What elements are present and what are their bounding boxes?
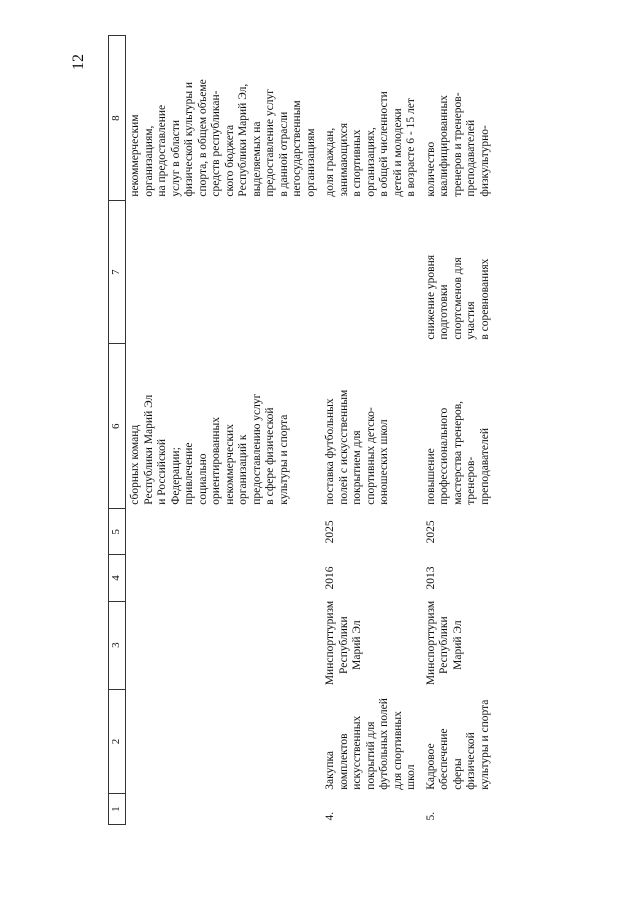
cell-line: в сфере физической [264, 407, 276, 505]
cell-line: искусственных [351, 715, 363, 790]
cell-line: покрытий для [364, 721, 377, 790]
cell-line: профессионального [438, 407, 450, 505]
cell-line: Марий Эл [451, 620, 464, 670]
measure-name-cell [422, 689, 496, 794]
cell-line: тренеров- [465, 456, 477, 505]
cell-line: преподавателей [465, 119, 477, 197]
column-header: 3 [109, 601, 126, 689]
cell-line: футбольных полей [378, 698, 390, 790]
cell-line: на предоставление [156, 104, 168, 197]
column-header: 5 [109, 509, 126, 555]
cell-line: сборных команд [129, 424, 141, 505]
page-number: 12 [70, 54, 87, 70]
cell-line: занимающихся [337, 122, 350, 197]
end-year-cell: 2025 [324, 520, 336, 544]
cell-line: ского бюджета [223, 124, 236, 197]
cell-line: организациям, [142, 125, 155, 197]
cell-line: в возрасте 6 - 15 лет [405, 98, 417, 197]
cell-line: мастерства тренеров, [451, 400, 464, 505]
cell-line: количество [424, 141, 437, 197]
cell-line: Республики Марий Эл, [237, 83, 249, 197]
column-number-header-row [109, 36, 126, 825]
column-header: 1 [109, 794, 126, 825]
cell-line: организаций к [237, 434, 249, 505]
start-year-cell: 2016 [324, 566, 336, 590]
continuation-result-cell [126, 344, 322, 509]
continuation-indicator-cell [126, 36, 322, 201]
cell-line: некоммерческим [129, 114, 141, 197]
cell-line: физической [465, 732, 477, 790]
cell-line: средств республикан- [210, 90, 222, 197]
column-header: 2 [109, 689, 126, 794]
cell-line: подготовки [438, 284, 450, 340]
cell-line: привлечение [183, 442, 195, 505]
continuation-row [126, 36, 322, 825]
cell-line: Республики [337, 616, 350, 675]
cell-line: выделяемых на [250, 121, 263, 197]
cell-line: и Российской [156, 439, 168, 505]
table-row [321, 36, 422, 825]
cell-line: услуг в области [169, 119, 182, 197]
cell-line: организациях, [364, 127, 377, 197]
cell-line: снижение уровня [424, 254, 437, 340]
risk-cell [422, 201, 496, 344]
cell-line: Минспорттуризм [324, 600, 336, 686]
cell-line: полей с искусственным [337, 389, 350, 505]
indicator-cell [422, 36, 496, 201]
cell-line: предоставлению услуг [250, 393, 263, 505]
cell-line: Республики [438, 616, 450, 675]
cell-line: преподавателей [478, 427, 491, 505]
column-header: 8 [109, 36, 126, 201]
cell-line: комплектов [337, 733, 350, 790]
cell-line: тренеров и тренеров- [451, 92, 464, 197]
cell-line: в общей численности [378, 91, 390, 197]
cell-line: спорта, в общем объеме [196, 79, 209, 197]
cell-line: Марий Эл [351, 620, 363, 670]
cell-line: сферы [451, 758, 464, 790]
cell-line: квалифицированных [438, 95, 450, 197]
executor-cell [422, 601, 496, 689]
cell-line: некоммерческих [223, 424, 236, 505]
cell-line: детей и молодежи [391, 108, 404, 197]
program-table [108, 35, 495, 825]
indicator-cell [321, 36, 422, 201]
cell-line: в спортивных [351, 129, 363, 197]
start-year-cell: 2013 [424, 566, 437, 590]
cell-line: повышение [424, 448, 437, 505]
cell-line: спортсменов для [451, 257, 464, 340]
cell-line: школ [405, 764, 417, 790]
cell-line: физкультурно- [478, 125, 491, 197]
row-number: 4. [324, 811, 336, 821]
cell-line: спортивных детско- [364, 407, 377, 505]
cell-line: культуры и спорта [478, 699, 491, 790]
cell-line: Кадровое [424, 743, 437, 790]
cell-line: ориентированных [210, 416, 222, 505]
cell-line: Республики Марий Эл [142, 394, 155, 505]
cell-line: физической культуры и [183, 81, 195, 197]
expected-result-cell [422, 344, 496, 509]
cell-line: организациям [304, 128, 317, 197]
cell-line: Федерации; [169, 447, 182, 505]
measure-name-cell [321, 689, 422, 794]
cell-line: юношеских школ [378, 419, 390, 505]
cell-line: поставка футбольных [324, 398, 336, 505]
executor-cell [321, 601, 422, 689]
expected-result-cell [321, 344, 422, 509]
column-header: 4 [109, 555, 126, 601]
cell-line: культуры и спорта [277, 414, 290, 505]
cell-line: в данной отрасли [277, 111, 290, 197]
table-row [422, 36, 496, 825]
end-year-cell: 2025 [424, 520, 437, 544]
column-header: 7 [109, 201, 126, 344]
cell-line: социально [196, 453, 209, 505]
cell-line: покрытием для [351, 430, 363, 505]
row-number: 5. [424, 811, 437, 821]
cell-line: обеспечение [438, 728, 450, 790]
risk-cell [321, 201, 422, 344]
cell-line: Закупка [324, 750, 336, 790]
landscape-sheet [108, 35, 491, 825]
cell-line: для спортивных [391, 711, 404, 790]
column-header: 6 [109, 344, 126, 509]
cell-line: в соревнованиях [478, 258, 491, 340]
cell-line: Минспорттуризм [424, 600, 437, 686]
cell-line: доля граждан, [324, 127, 336, 197]
cell-line: негосударственным [291, 100, 303, 197]
cell-line: предоставление услуг [264, 89, 276, 197]
cell-line: участия [465, 301, 477, 340]
